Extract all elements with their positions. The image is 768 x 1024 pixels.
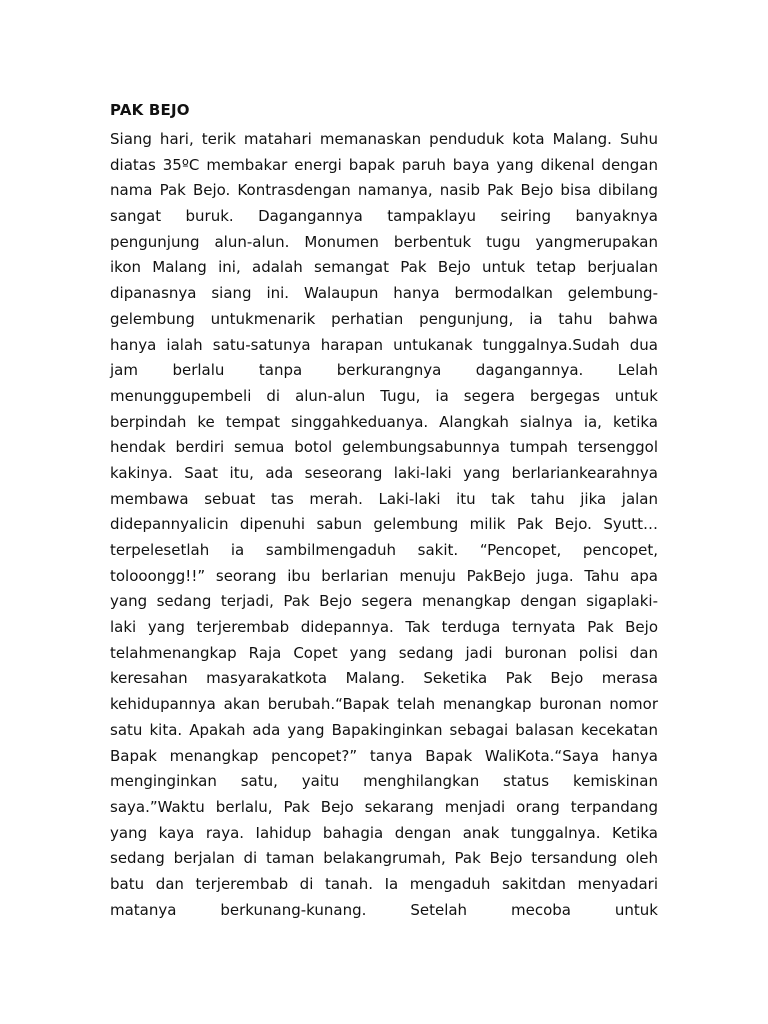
text-line: menginginkan satu, yaitu menghilangkan status kemiskinan xyxy=(110,772,658,791)
text-line: hendak berdiri semua botol gelembungsabunnya tumpah tersenggol xyxy=(110,438,658,457)
text-line: pengunjung alun-alun. Monumen berbentuk tugu yangmerupakan xyxy=(110,232,658,251)
text-line: yang sedang terjadi, Pak Bejo segera menangkap dengan sigaplaki- xyxy=(110,592,658,611)
text-line: sedang berjalan di taman belakangrumah, Pak Bejo tersandung oleh xyxy=(110,849,658,868)
text-line: saya.”Waktu berlalu, Pak Bejo sekarang menjadi orang terpandang xyxy=(110,797,658,816)
text-line: yang kaya raya. Iahidup bahagia dengan anak tunggalnya. Ketika xyxy=(110,823,658,842)
text-line: terpelesetlah ia sambilmengaduh sakit. “Pencopet, pencopet, xyxy=(110,541,658,559)
text-line: gelembung untukmenarik perhatian pengunjung, ia tahu bahwa xyxy=(110,309,658,328)
text-line: keresahan masyarakatkota Malang. Seketika Pak Bejo merasa xyxy=(110,669,658,688)
text-line: menunggupembeli di alun-alun Tugu, ia segera bergegas untuk xyxy=(110,386,658,405)
story-paragraph xyxy=(110,127,658,923)
text-line: hanya ialah satu-satunya harapan untukanak tunggalnya.Sudah dua xyxy=(110,335,658,354)
text-line: tolooongg!!” seorang ibu berlarian menuju PakBejo juga. Tahu apa xyxy=(110,566,658,585)
text-line: didepannyalicin dipenuhi sabun gelembung milik Pak Bejo. Syutt… xyxy=(110,515,658,534)
text-line: berpindah ke tempat singgahkeduanya. Alangkah sialnya ia, ketika xyxy=(110,412,658,431)
text-line: matanya berkunang-kunang. Setelah mecoba untuk xyxy=(110,900,658,919)
text-line: nama Pak Bejo. Kontrasdengan namanya, nasib Pak Bejo bisa dibilang xyxy=(110,181,658,200)
text-line: Siang hari, terik matahari memanaskan penduduk kota Malang. Suhu xyxy=(110,130,658,148)
text-line: laki yang terjerembab didepannya. Tak terduga ternyata Pak Bejo xyxy=(110,618,658,637)
text-line: telahmenangkap Raja Copet yang sedang jadi buronan polisi dan xyxy=(110,643,658,662)
text-line: kakinya. Saat itu, ada seseorang laki-laki yang berlariankearahnya xyxy=(110,463,658,482)
document-body xyxy=(110,99,658,923)
text-line: jam berlalu tanpa berkurangnya dagangannya. Lelah xyxy=(110,361,658,380)
text-line: Bapak menangkap pencopet?” tanya Bapak WaliKota.“Saya hanya xyxy=(110,746,658,765)
text-line: diatas 35ºC membakar energi bapak paruh baya yang dikenal dengan xyxy=(110,155,658,174)
text-line: membawa sebuat tas merah. Laki-laki itu tak tahu jika jalan xyxy=(110,489,658,508)
document-title: PAK BEJO xyxy=(110,101,190,119)
text-line: sangat buruk. Dagangannya tampaklayu seiring banyaknya xyxy=(110,207,658,226)
text-line: satu kita. Apakah ada yang Bapakinginkan sebagai balasan kecekatan xyxy=(110,720,658,739)
text-line: batu dan terjerembab di tanah. Ia mengaduh sakitdan menyadari xyxy=(110,874,658,893)
text-line: ikon Malang ini, adalah semangat Pak Bejo untuk tetap berjualan xyxy=(110,258,658,277)
text-line: dipanasnya siang ini. Walaupun hanya bermodalkan gelembung- xyxy=(110,284,658,303)
text-line: kehidupannya akan berubah.“Bapak telah menangkap buronan nomor xyxy=(110,695,658,714)
